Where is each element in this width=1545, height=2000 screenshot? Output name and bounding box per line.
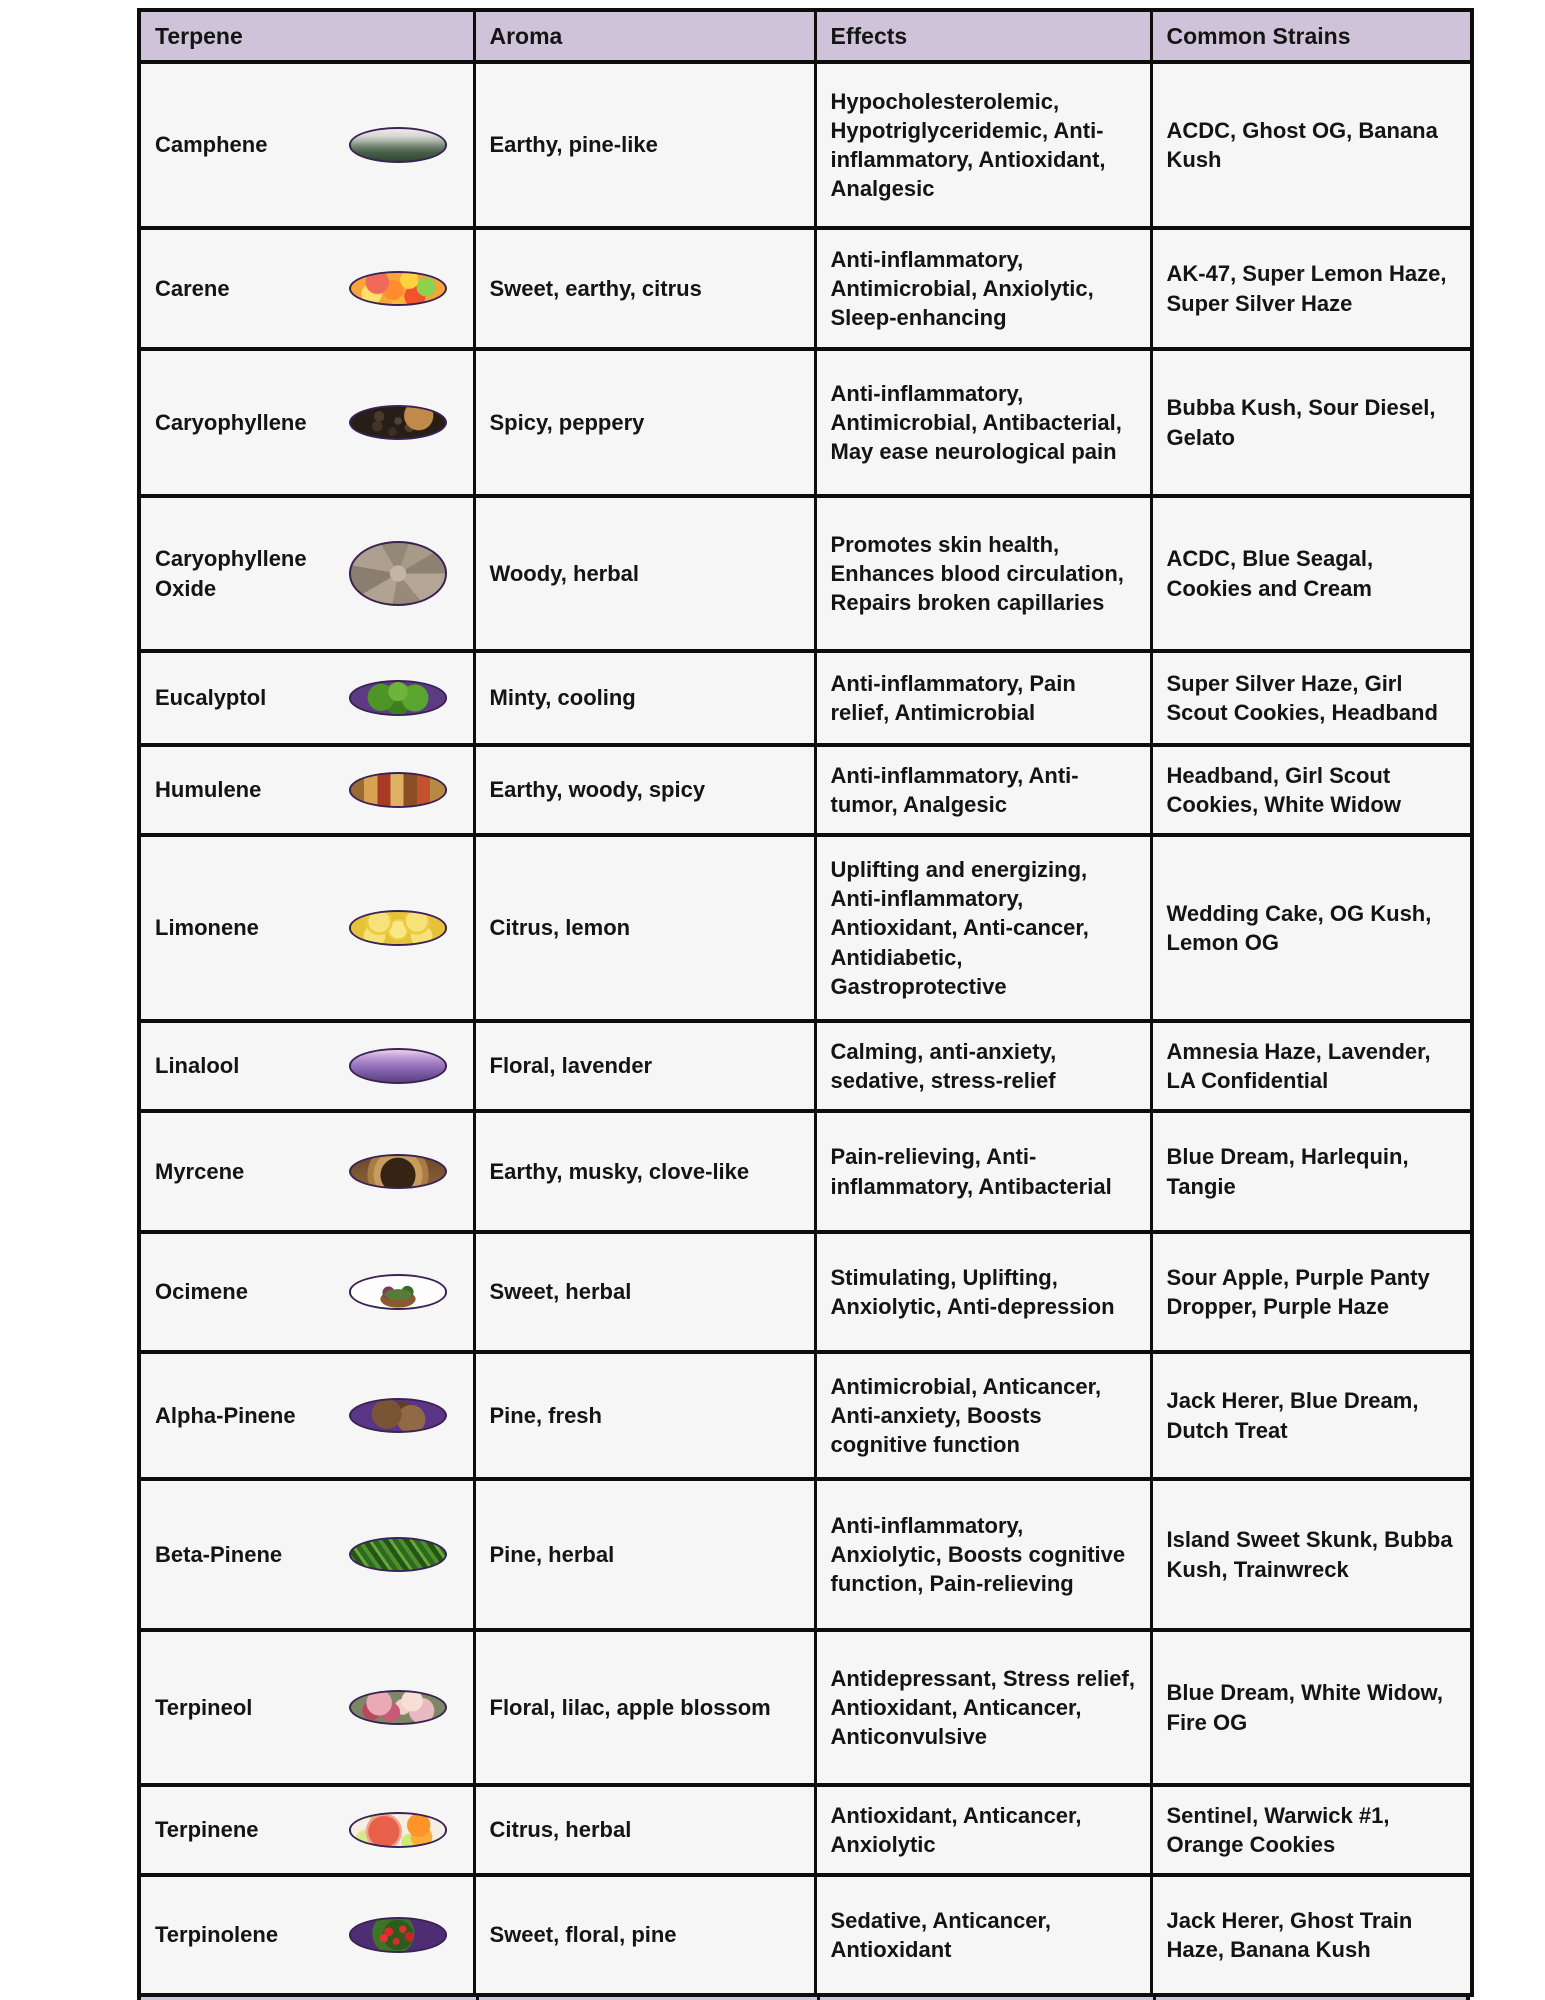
terpene-name: Alpha-Pinene [155,1402,296,1428]
strains-cell: ACDC, Blue Seagal, Cookies and Cream [1151,496,1472,651]
column-header-aroma: Aroma [474,10,815,62]
terpene-image [349,1154,447,1189]
terpene-image [349,1537,447,1572]
strains-cell: Wedding Cake, OG Kush, Lemon OG [1151,835,1472,1021]
terpene-name: Caryophyllene Oxide [155,546,307,601]
table-row [139,496,1472,651]
table-row [139,745,1472,835]
strains-cell: Sour Apple, Purple Panty Dropper, Purple Haze [1151,1232,1472,1352]
terpene-table-wrap [137,8,1470,2000]
terpene-image [349,1917,447,1952]
terpene-name: Ocimene [155,1279,248,1305]
strains-cell: Super Silver Haze, Girl Scout Cookies, Headband [1151,651,1472,745]
effects-cell: Pain-relieving, Anti-inflammatory, Antibacterial [815,1111,1151,1232]
terpene-image [349,541,447,605]
table-row [139,1232,1472,1352]
effects-cell: Anti-inflammatory, Antimicrobial, Antibacterial, May ease neurological pain [815,349,1151,496]
terpene-name: Eucalyptol [155,685,267,711]
terpene-image [349,772,447,807]
terpene-image [349,910,447,945]
aroma-cell: Sweet, herbal [474,1232,815,1352]
strains-cell: Amnesia Haze, Lavender, LA Confidential [1151,1021,1472,1111]
terpene-name: Myrcene [155,1158,245,1184]
effects-cell: Calming, anti-anxiety, sedative, stress-relief [815,1021,1151,1111]
terpene-name: Caryophyllene [155,409,307,435]
effects-cell: Anti-inflammatory, Antimicrobial, Anxiolytic, Sleep-enhancing [815,228,1151,349]
aroma-cell: Sweet, earthy, citrus [474,228,815,349]
effects-cell: Anti-inflammatory, Pain relief, Antimicrobial [815,651,1151,745]
terpene-name: Beta-Pinene [155,1541,283,1567]
strains-cell: Headband, Girl Scout Cookies, White Widow [1151,745,1472,835]
table-row [139,349,1472,496]
aroma-cell: Floral, lilac, apple blossom [474,1630,815,1785]
effects-cell: Uplifting and energizing, Anti-inflammatory, Antioxidant, Anti-cancer, Antidiabetic, Gastroprotective [815,835,1151,1021]
terpene-image [349,1048,447,1083]
terpene-name: Terpinolene [155,1922,279,1948]
table-row [139,228,1472,349]
table-row [139,1021,1472,1111]
table-row [139,1630,1472,1785]
aroma-cell: Woody, herbal [474,496,815,651]
table-row [139,1785,1472,1875]
strains-cell: AK-47, Super Lemon Haze, Super Silver Haze [1151,228,1472,349]
terpene-image [349,1398,447,1433]
terpene-name: Terpineol [155,1694,253,1720]
terpene-image [349,405,447,440]
terpene-name: Limonene [155,915,259,941]
terpene-image [349,271,447,306]
strains-cell: Island Sweet Skunk, Bubba Kush, Trainwreck [1151,1479,1472,1630]
effects-cell: Promotes skin health, Enhances blood circulation, Repairs broken capillaries [815,496,1151,651]
aroma-cell: Pine, herbal [474,1479,815,1630]
aroma-cell: Floral, lavender [474,1021,815,1111]
aroma-cell: Earthy, woody, spicy [474,745,815,835]
terpene-table [137,8,1474,1997]
aroma-cell: Earthy, pine-like [474,62,815,228]
effects-cell: Stimulating, Uplifting, Anxiolytic, Anti-depression [815,1232,1151,1352]
strains-cell: Jack Herer, Ghost Train Haze, Banana Kush [1151,1875,1472,1995]
effects-cell: Antimicrobial, Anticancer, Anti-anxiety, Boosts cognitive function [815,1352,1151,1479]
aroma-cell: Pine, fresh [474,1352,815,1479]
terpene-name: Camphene [155,132,268,158]
aroma-cell: Sweet, floral, pine [474,1875,815,1995]
strains-cell: Sentinel, Warwick #1, Orange Cookies [1151,1785,1472,1875]
strains-cell: ACDC, Ghost OG, Banana Kush [1151,62,1472,228]
column-header-effects: Effects [815,10,1151,62]
table-row [139,62,1472,228]
table-row [139,651,1472,745]
column-header-common-strains: Common Strains [1151,10,1472,62]
terpene-image [349,1274,447,1309]
terpene-image [349,680,447,715]
table-row [139,1479,1472,1630]
effects-cell: Anti-inflammatory, Anti-tumor, Analgesic [815,745,1151,835]
aroma-cell: Earthy, musky, clove-like [474,1111,815,1232]
aroma-cell: Minty, cooling [474,651,815,745]
effects-cell: Antioxidant, Anticancer, Anxiolytic [815,1785,1151,1875]
effects-cell: Antidepressant, Stress relief, Antioxidant, Anticancer, Anticonvulsive [815,1630,1151,1785]
strains-cell: Bubba Kush, Sour Diesel, Gelato [1151,349,1472,496]
table-row [139,835,1472,1021]
strains-cell: Blue Dream, Harlequin, Tangie [1151,1111,1472,1232]
terpene-image [349,1812,447,1847]
effects-cell: Hypocholesterolemic, Hypotriglyceridemic, Anti-inflammatory, Antioxidant, Analgesic [815,62,1151,228]
terpene-name: Terpinene [155,1817,259,1843]
terpene-name: Linalool [155,1053,240,1079]
strains-cell: Blue Dream, White Widow, Fire OG [1151,1630,1472,1785]
terpene-name: Carene [155,275,230,301]
effects-cell: Anti-inflammatory, Anxiolytic, Boosts cognitive function, Pain-relieving [815,1479,1151,1630]
aroma-cell: Citrus, herbal [474,1785,815,1875]
terpene-image [349,1690,447,1725]
effects-cell: Sedative, Anticancer, Antioxidant [815,1875,1151,1995]
aroma-cell: Spicy, peppery [474,349,815,496]
table-row [139,1352,1472,1479]
terpene-name: Humulene [155,777,262,803]
table-row [139,1875,1472,1995]
terpene-image [349,127,447,162]
strains-cell: Jack Herer, Blue Dream, Dutch Treat [1151,1352,1472,1479]
aroma-cell: Citrus, lemon [474,835,815,1021]
header-row [139,10,1472,62]
table-row [139,1111,1472,1232]
column-header-terpene: Terpene [139,10,474,62]
